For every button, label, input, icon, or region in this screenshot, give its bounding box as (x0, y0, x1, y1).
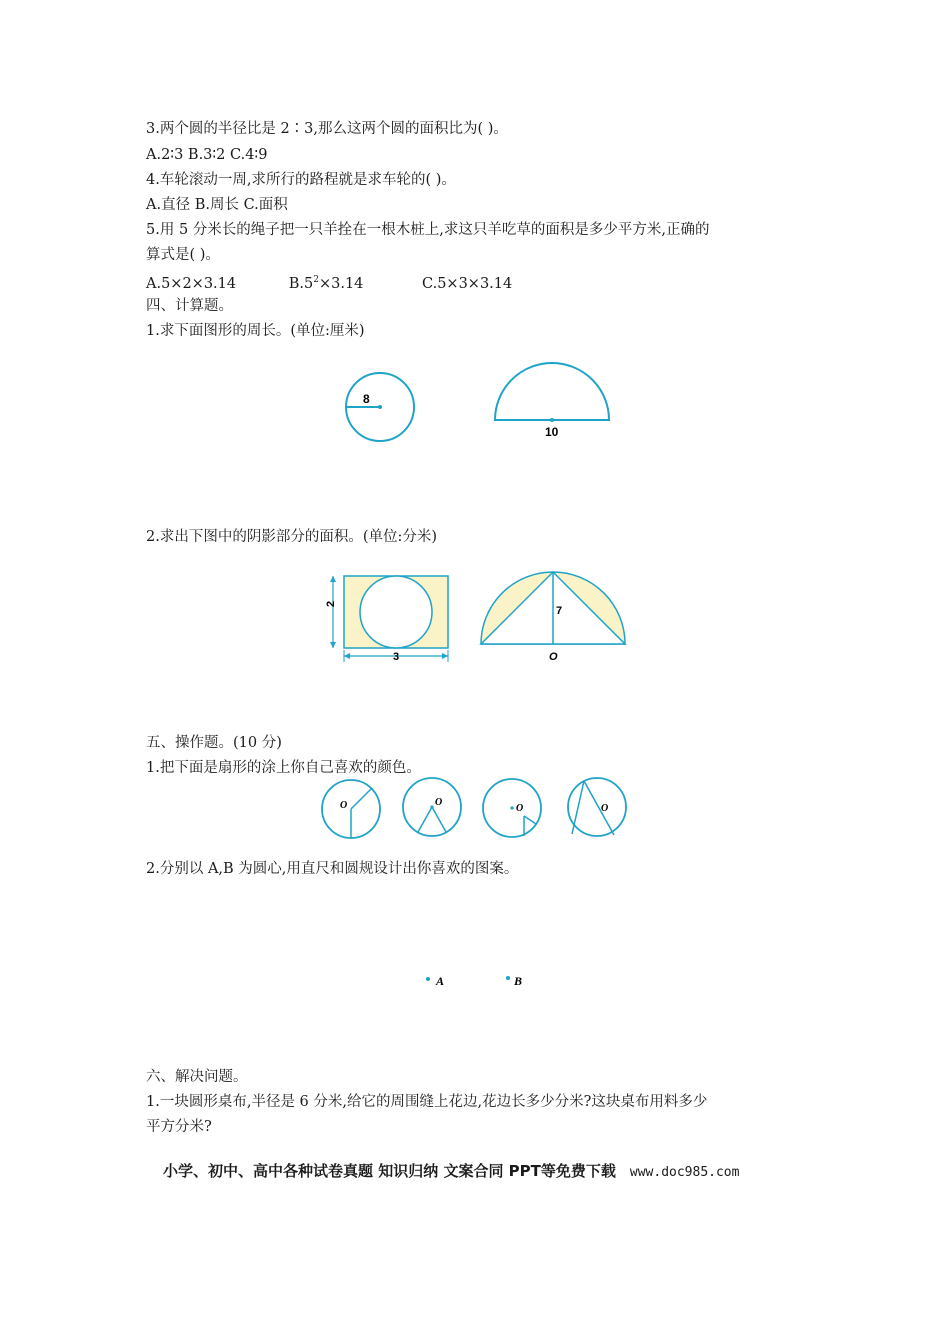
semicircle-shape (495, 363, 609, 420)
section-5-heading: 五、操作题。(10 分) (146, 735, 282, 751)
circle-4 (568, 778, 626, 836)
circle-3 (483, 779, 541, 837)
option-c: C.5×3×3.14 (422, 275, 513, 292)
perimeter-figures (330, 360, 630, 450)
point-a-label: A (436, 974, 445, 988)
circle-1 (322, 780, 380, 838)
svg-text:O: O (601, 803, 609, 814)
width-label: 3 (393, 651, 400, 663)
point-a-dot (426, 977, 430, 981)
section-6-heading: 六、解决问题。 (146, 1069, 248, 1085)
svg-text:O: O (435, 797, 443, 808)
arrow-right (442, 653, 448, 659)
semicircle-center-dot (550, 418, 554, 422)
triangle-height-label: 7 (556, 605, 563, 617)
arrow-left (344, 653, 350, 659)
radius-label: 8 (363, 392, 370, 406)
svg-text:O: O (340, 800, 348, 811)
footer-text: 小学、初中、高中各种试卷真题 知识归纳 文案合同 PPT等免费下载 (163, 1162, 616, 1180)
sector-circles (318, 776, 638, 842)
question-3-options: A.2∶3 B.3∶2 C.4∶9 (146, 147, 268, 163)
shaded-area-figures (318, 568, 638, 668)
question-4-options: A.直径 B.周长 C.面积 (146, 197, 288, 213)
height-label: 2 (325, 600, 337, 607)
option-a: A.5×2×3.14 (146, 275, 237, 292)
arrow-bottom (330, 642, 336, 648)
footer (163, 1160, 739, 1181)
question-5-line1: 5.用 5 分米长的绳子把一只羊拴在一根木桩上,求这只羊吃草的面积是多少平方米,正确的 (146, 222, 710, 238)
section-6-problem-1-line2: 平方分米? (146, 1119, 212, 1135)
section-4-problem-1: 1.求下面图形的周长。(单位:厘米) (146, 323, 365, 339)
diameter-label: 10 (545, 425, 559, 439)
section-4-heading: 四、计算题。 (146, 298, 233, 314)
section-4-problem-2: 2.求出下图中的阴影部分的面积。(单位:分米) (146, 529, 438, 545)
circle-2 (403, 778, 461, 836)
section-6-problem-1-line1: 1.一块圆形桌布,半径是 6 分米,给它的周围缝上花边,花边长多少分米?这块桌布用料多少 (146, 1094, 708, 1110)
option-b: $B.5^2\times 3.14$ (288, 275, 364, 292)
arrow-top (330, 576, 336, 582)
question-4: 4.车轮滚动一周,求所行的路程就是求车轮的( )。 (146, 172, 456, 188)
footer-url[interactable]: www.doc985.com (629, 1165, 740, 1180)
section-5-problem-2: 2.分别以 A,B 为圆心,用直尺和圆规设计出你喜欢的图案。 (146, 861, 519, 877)
svg-text:O: O (516, 803, 524, 814)
question-5-options (146, 270, 512, 294)
center-dot (378, 405, 382, 409)
inner-circle (360, 576, 432, 648)
section-5-problem-1: 1.把下面是扇形的涂上你自己喜欢的颜色。 (146, 760, 421, 776)
point-b-dot (506, 976, 510, 980)
point-b-label: B (514, 974, 523, 988)
points-a-b (420, 970, 530, 992)
question-3: 3.两个圆的半径比是 2∶3,那么这两个圆的面积比为( )。 (146, 121, 508, 137)
center-o-label: O (549, 651, 558, 663)
question-5-line2: 算式是( )。 (146, 247, 220, 263)
